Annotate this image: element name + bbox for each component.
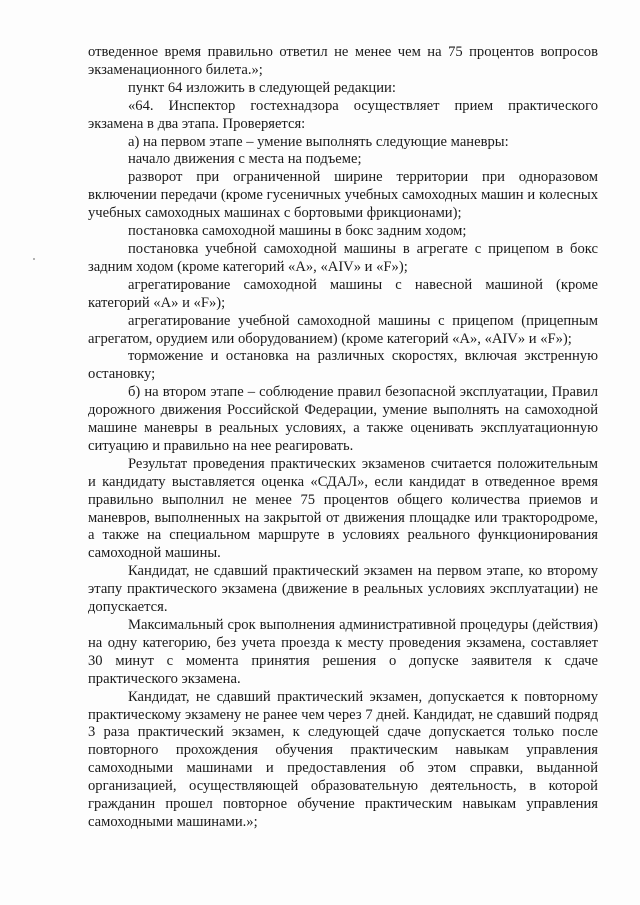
- paragraph-continuation: отведенное время правильно ответил не менее чем на 75 процентов вопросов экзаменационного билета.»;: [88, 44, 598, 78]
- scan-speck: [33, 258, 35, 260]
- paragraph-maneuver-7: торможение и остановка на различных скоростях, включая экстренную остановку;: [88, 348, 598, 383]
- paragraph-maneuver-6: агрегатирование учебной самоходной машины с прицепом (прицепным агрегатом, орудием или оборудованием) (кроме категорий «А», «AIV» и «F»);: [88, 312, 598, 347]
- paragraph-failed-first-stage: Кандидат, не сдавший практический экзамен на первом этапе, ко второму этапу практического экзамена (движение в реальных условиях эксплуатации) не допускается.: [88, 563, 598, 616]
- paragraph-maneuver-3: постановка самоходной машины в бокс задним ходом;: [128, 223, 467, 240]
- paragraph-maneuver-4: постановка учебной самоходной машины в агрегате с прицепом в бокс задним ходом (кроме категорий «А», «AIV» и «F»);: [88, 240, 598, 275]
- paragraph-amendment-intro: пункт 64 изложить в следующей редакции:: [128, 79, 396, 96]
- paragraph-stage-a: а) на первом этапе – умение выполнять следующие маневры:: [128, 133, 509, 150]
- paragraph-max-duration: Максимальный срок выполнения административной процедуры (действия) на одну категорию, без учета проезда к месту проведения экзамена, составляет 30 минут с момента принятия решения о допуске заявителя к сдаче практического экзамена.: [88, 617, 598, 687]
- paragraph-result: Результат проведения практических экзаменов считается положительным и кандидату выставляется оценка «СДАЛ», если кандидат в отведенное время правильно выполнил не менее 75 процентов общего количества приемов и маневров, выполненных на закрытой от движения площадке или трактородроме, а также на специальном маршруте в условиях реального функционирования самоходной машины.: [88, 455, 598, 562]
- paragraph-64-heading: «64. Инспектор гостехнадзора осуществляет прием практического экзамена в два этапа. Проверяется:: [88, 97, 598, 132]
- paragraph-retake-rules: Кандидат, не сдавший практический экзамен, допускается к повторному практическому экзамену не ранее чем через 7 дней. Кандидат, не сдавший подряд 3 раза практический экзамен, к следующей сдаче допускается только после повторного прохождения обучения практическим навыкам управления самоходными машинами и предоставления об этом справки, выданной организацией, осуществляющей образовательную деятельность, в которой гражданин прошел повторное обучение практическим навыкам управления самоходными машинами.»;: [88, 688, 598, 830]
- paragraph-maneuver-1: начало движения с места на подъеме;: [128, 151, 362, 168]
- paragraph-stage-b: б) на втором этапе – соблюдение правил безопасной эксплуатации, Правил дорожного движения Российской Федерации, умение выполнять на самоходной машине маневры в реальных условиях, а также оценивать эксплуатационную ситуацию и правильно на нее реагировать.: [88, 384, 598, 454]
- paragraph-maneuver-2: разворот при ограниченной ширине территории при одноразовом включении передачи (кроме гусеничных учебных самоходных машин и колесных учебных самоходных машинах с бортовыми фрикционами);: [88, 169, 598, 222]
- paragraph-maneuver-5: агрегатирование самоходной машины с навесной машиной (кроме категорий «А» и «F»);: [88, 276, 598, 311]
- document-body: [88, 44, 598, 832]
